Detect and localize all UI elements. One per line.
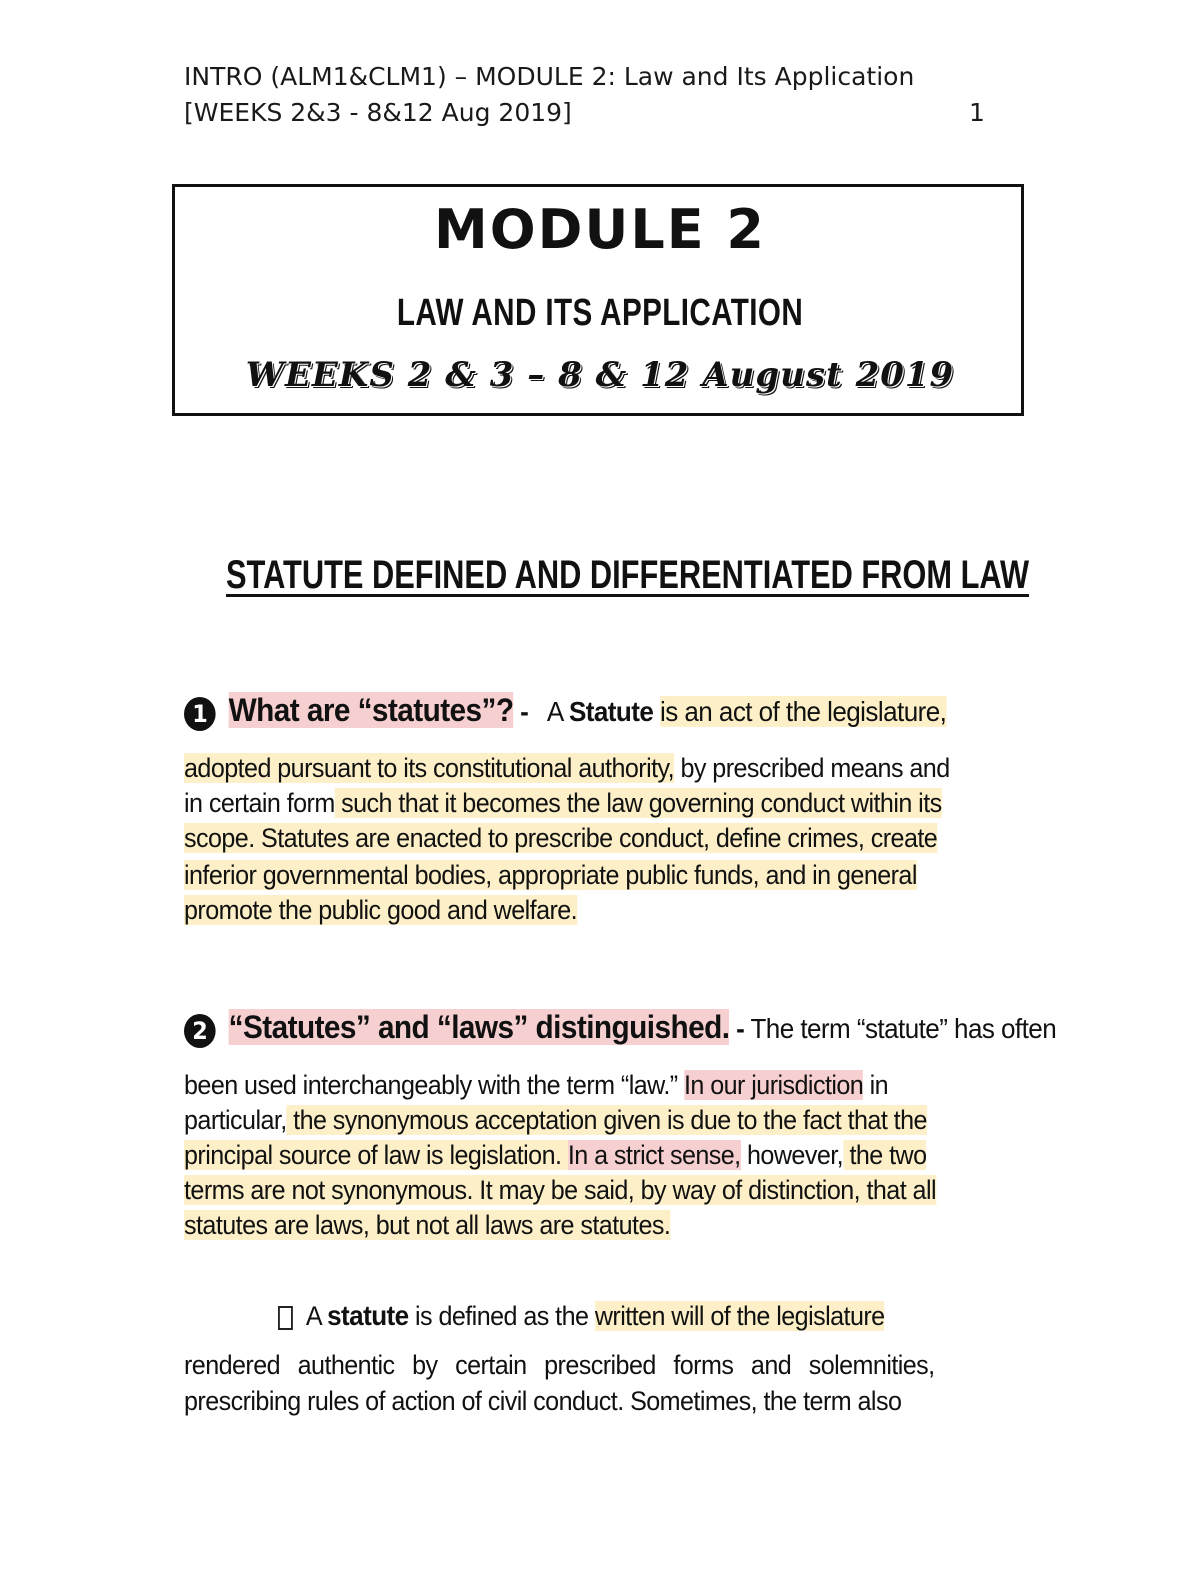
page-number: 1 [969, 98, 985, 127]
item1-line4-hl: scope. Statutes are enacted to prescribe conduct, define crimes, create [184, 823, 938, 853]
item2-line2-plain: been used interchangeably with the term “law.” [184, 1070, 684, 1100]
item2-line5-hl: terms are not synonymous. It may be said, by way of distinction, that all [184, 1175, 936, 1205]
item2-intro: The term “statute” has often [750, 1013, 1057, 1044]
item2-line3 [184, 1103, 956, 1138]
item1-dash: - [520, 696, 529, 727]
item1-line3-hl: such that it becomes the law governing conduct within its [334, 788, 942, 818]
item1-line5 [184, 858, 956, 893]
item2-dash: - [736, 1013, 745, 1044]
item2-line6 [184, 1208, 956, 1243]
item1-article: A [546, 696, 563, 727]
item1-first-line [184, 693, 956, 731]
item2-line2-pink: In our jurisdiction [683, 1070, 864, 1100]
missing-glyph-icon [278, 1306, 293, 1330]
item1-line3-plain: in certain form [184, 788, 335, 818]
item2-line2 [184, 1068, 956, 1103]
item2-line6-hl: statutes are laws, but not all laws are statutes. [184, 1210, 671, 1240]
item1-line3 [184, 786, 956, 821]
item1-line2-rest: by prescribed means and [674, 753, 950, 783]
item1-line2-hl: adopted pursuant to its constitutional authority, [184, 753, 675, 783]
item2-line4-hl: principal source of law is legislation. [184, 1140, 568, 1170]
item2-line4 [184, 1138, 956, 1173]
item3-line3: prescribing rules of action of civil conduct. Sometimes, the term also [184, 1386, 902, 1416]
item3-article: A [305, 1301, 321, 1331]
item2-heading: “Statutes” and “laws” distinguished. [228, 1009, 730, 1045]
item1-def-start: is an act of the legislature, [660, 696, 947, 727]
section-title: STATUTE DEFINED AND DIFFERENTIATED FROM LAW [226, 553, 1030, 597]
item3-term: statute [327, 1300, 409, 1331]
item3-line2: rendered authentic by certain prescribed forms and solemnities, [184, 1350, 935, 1380]
item1-line4 [184, 821, 956, 856]
item2-line3-plain: particular, [184, 1105, 287, 1135]
item2-line2-end: in [863, 1070, 889, 1100]
running-header-dates: [WEEKS 2&3 - 8&12 Aug 2019] [184, 98, 572, 127]
module-title: MODULE 2 [434, 198, 766, 261]
item2-line4-hl2: the two [843, 1140, 927, 1170]
item1-line5-hl: inferior governmental bodies, appropriate public funds, and in general [184, 860, 917, 890]
item2-line5 [184, 1173, 956, 1208]
item1-line2 [184, 751, 956, 786]
number-1-icon: 1 [184, 697, 216, 731]
item1-term: Statute [568, 696, 654, 727]
item1-heading: What are “statutes”? [228, 692, 514, 728]
item1-line6-hl: promote the public good and welfare. [184, 895, 578, 925]
item2-first-line [184, 1009, 1057, 1048]
number-2-icon: 2 [184, 1014, 216, 1048]
module-subtitle: LAW AND ITS APPLICATION [396, 292, 804, 334]
item2-line4-pink: In a strict sense, [567, 1140, 741, 1170]
module-weeks: WEEKS 2 & 3 – 8 & 12 August 2019 [245, 355, 955, 395]
item2-line3-hl: the synonymous acceptation given is due to the fact that the [286, 1105, 927, 1135]
item3-def: is defined as the [415, 1301, 589, 1331]
item1-line6 [184, 893, 956, 928]
item2-line4-plain: however, [740, 1140, 844, 1170]
item3-hl: written will of the legislature [594, 1301, 885, 1331]
running-header-title: INTRO (ALM1&CLM1) – MODULE 2: Law and Its Application [184, 62, 915, 91]
item3-first-line [278, 1298, 1013, 1334]
